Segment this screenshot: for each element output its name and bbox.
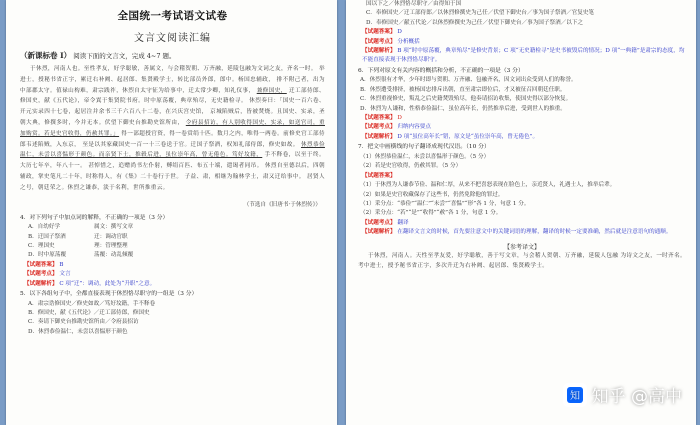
section-header (20, 50, 325, 61)
passage-line: 甚悼惜之，追赠尚书左仆射，赙绢百匹、布五十端，遣谒者同吊。 (88, 163, 263, 170)
classical-passage (20, 64, 325, 194)
passage-line: 迁工部侍郎、修国史，献《五代论》，帝令寘于集贤院书府。时中原荡覆，典章殆尽，无史籍检寻。 (20, 87, 325, 105)
option-text: D．休烈恭俭温仁，未尝以喜愠形于颜色 (28, 328, 128, 335)
option-text: C．奏请下御史台推勘史馆所由／令府县招访 (28, 319, 139, 326)
option-text: B．迁国子祭酒 (28, 233, 66, 240)
question-7 (358, 143, 686, 171)
option-text: 国以下之／休烈恪尽职守／由得知于国 (366, 1, 462, 7)
option-gloss: 属文：撰写文章 (94, 224, 134, 231)
passage-source: （节选自《旧唐书·于休烈传》） (243, 201, 321, 208)
answer-tag: 【试题答案】 (24, 261, 58, 268)
answer-detail: （1）采分点：“恭俭”“温仁”“未尝”“喜愠”“形”各 1 分，句意 1 分。 (360, 200, 530, 207)
option-gloss: 理：管理整理 (94, 242, 128, 249)
point-value: 文言 (59, 271, 71, 278)
question-stem: 4．对下列句子中加点词的解释，不正确的一项是（3 分） (20, 214, 169, 221)
zhihu-watermark (563, 382, 682, 407)
option-text: C．奉修国史／迁工部侍郎／以休烈修撰史为己任／伏望下御史台／事为国子祭酒／官复史笔 (366, 10, 595, 17)
passage-underlined-line: 休烈恭俭温仁，未尝以喜愠形于颜色。而亲贤下士，推毂后进，虽位崇年高，曾无倦色。笃好坟籍， (20, 141, 325, 159)
analysis-line (358, 47, 686, 66)
answer-line (358, 172, 686, 181)
question-6 (358, 67, 686, 114)
analysis-tag: 【试题解析】 (362, 48, 396, 55)
point-value: 分析概括 (397, 38, 420, 45)
passage-line: 手不释卷，以至于终。大历七年卒，年八十一。 (20, 152, 325, 170)
passage-line: 子益、肃，相继为翰林学士，肃又迁给事中。 (184, 173, 305, 180)
option-text: A．自幼好学 (28, 224, 61, 231)
analysis-value: 在翻译文言文的时候，首先要注意文中的关键词语的理解，翻译的时候一定要准确，然后就是注意语句的通顺。 (397, 229, 672, 236)
point-line (358, 219, 686, 228)
option-text: B．修国史，献《五代论》／迁工部侍郎，修国史 (28, 310, 150, 316)
reference-translation-heading: 【参考译文】 (503, 243, 540, 251)
section-instruction: 阅读下面的文言文，完成 4~7 题。 (73, 52, 176, 60)
watermark-text: 知乎 @高中 (591, 387, 682, 407)
translation-line: 于休烈，河南人。天性至孝友爱，好学聪敏，善于写文章，与会稽人贺朝、万齐融，延陵人包融 (368, 252, 619, 259)
option-gloss: 荡覆：动乱倾覆 (94, 252, 134, 259)
translation-line: 为诗文之友，一时齐名。考中进士，授予秘书省正字，多次升迁为右补阙、起居郎、集贤殿学士。 (358, 252, 686, 270)
point-line (20, 270, 325, 279)
passage-underlined-line: 令府县招访，有人别收得国史、实录，如送官司，重加购赏。若是史官收得，仍赦其罪。」 (20, 119, 325, 137)
analysis-tag: 【试题解析】 (362, 229, 396, 236)
option-text: D．时中原荡覆 (28, 252, 67, 259)
analysis-value: C 项“迁”：调动，此处为“升职”之意。 (59, 280, 156, 287)
section-label: （新课标卷 Ⅰ） (20, 51, 72, 60)
passage-line: 休烈自至德以后，四朝辅政，掌史笔凡二十年，时称得人，有《集》二十卷行于世。 (20, 163, 325, 180)
question-stem: 7．把文中画横线的句子翻译成现代汉语。（10 分） (358, 144, 490, 151)
option-row (20, 251, 325, 260)
right-document-page[interactable] (346, 0, 696, 425)
option-text: D．奉修国史／献五代论／以休烈修撰史为己任／伏望下御史台／事为国子祭酒／以下之 (366, 19, 584, 26)
analysis-tag: 【试题解析】 (362, 133, 396, 140)
passage-underlined-line: 兼修国史， (256, 87, 287, 94)
answer-detail: （1）于休烈为人谦恭节俭、温和仁厚，从来不把喜怒表现在脸色上，亲近贤人，礼遇士人，推举后辈。 (360, 182, 616, 189)
passage-line: 京城陷贼后，皆被焚烧。且国史、实录，圣朝大典，修撰多时，今并无本。伏望下御史台推勘史馆所由， (20, 109, 325, 126)
answer-detail: （2）采分点：“若”“是”“收得”“赦”各 1 分，句意 1 分。 (360, 210, 502, 217)
question-stem: 6．下列对原文有关内容的概括和分析，不正确的一项是（3 分） (358, 67, 524, 74)
passage-line: 得一部超授官资，得一卷赏绢十匹。数月之内，唯得一两卷。前修史官工部侍郎韦述陷贼，入东京， (20, 130, 325, 148)
answer-line (20, 261, 325, 270)
exam-title: 全国统一考试语文试卷 (117, 10, 228, 22)
question-5 (20, 290, 325, 337)
point-tag: 【试题考点】 (362, 38, 396, 45)
answer-line (358, 28, 686, 37)
answer-value: B (59, 261, 64, 268)
question-4 (20, 214, 325, 289)
answer-tag: 【试题答案】 (362, 172, 396, 179)
answer-value: D (397, 115, 402, 122)
svg-text:知: 知 (569, 390, 580, 402)
exam-subtitle: 文言文阅读汇编 (134, 33, 211, 44)
passage-line: 休烈奏曰：「国史一百六卷、开元实录四十七卷，起居注并余书三千六百八十二卷，在兴庆宫史馆， (20, 98, 325, 116)
zhihu-logo-icon (563, 383, 587, 407)
answer-detail: （2）如果是史官收藏保存了这些书，仍然免除他的罪过。 (360, 191, 504, 198)
passage-line: 至是以其家藏国史一百一十三卷送于官。迁国子祭酒，权知礼部侍郎，修史如故。 (82, 141, 299, 148)
passage-line: 排不附己者，出为中部郡太守。值禄山构难，肃宗践祚，休烈自太守征为给事中，迁太常少卿，知礼仪事， (20, 76, 325, 94)
analysis-line (20, 280, 325, 289)
analysis-value: D 项“虽位高年长”错，原文是“虽位崇年高，曾无倦色”。 (397, 133, 539, 140)
translation-item: （1）休烈恭俭温仁，未尝以喜愠形于颜色。（5 分） (360, 153, 490, 160)
option-text: C．休烈重视修史，叛乱之后史籍焚毁殆尽，他奏请招访收集，使国史得以部分恢复。 (360, 96, 572, 103)
passage-line: 居贤人之号，朝廷荣之。休烈之谦恭，淡于名利，世所推重云。 (20, 173, 325, 191)
point-tag: 【试题考点】 (362, 124, 396, 131)
option-row (20, 233, 325, 242)
option-text: A．休烈很有才华，少年时即与贺朝、万齐融、包融齐名，因文词出众受到人们的称誉。 (360, 77, 577, 84)
option-text: C．理国史 (28, 242, 55, 249)
point-value: 翻译 (397, 219, 409, 226)
option-text: D．休烈为人谦和，性格恭俭温仁，虽位高年长，仍然推举后进，受到世人的推重。 (360, 105, 566, 112)
reference-translation (358, 251, 686, 273)
point-tag: 【试题考点】 (24, 271, 58, 278)
analysis-line (358, 228, 686, 237)
analysis-value: B 项“时中原荡覆，典章殆尽”是修史背景；C 项“无史籍检寻”是史书被毁后的情况；D 项“一典籍”是肃宗的态度，均不能直接表现于休烈恪尽职守。 (362, 48, 685, 64)
point-line (358, 38, 686, 47)
left-document-page[interactable] (6, 0, 337, 425)
option-gloss: 迁：调动官职 (94, 233, 128, 240)
point-line (358, 123, 686, 132)
point-tag: 【试题考点】 (362, 219, 396, 226)
answer-tag: 【试题答案】 (362, 29, 396, 36)
analysis-line (358, 133, 686, 142)
question-stem: 5．以下各组句子中，全都直接表现于休烈恪尽职守的一组是（3 分） (20, 291, 198, 297)
answer-value: D (397, 29, 402, 36)
option-row (20, 242, 325, 251)
answer-line (358, 114, 686, 123)
answer-tag: 【试题答案】 (362, 115, 396, 122)
option-text: B．休烈遭受排挤，被杨国忠排斥出朝，直至肃宗即位后，才又被征召回朝廷任职。 (360, 86, 566, 93)
translation-item: （2）若是史官收得，仍赦其罪。（5 分） (360, 163, 462, 170)
option-text: A．肃宗诰修国史／修史如故／笃好坟籍，手不释卷 (28, 300, 156, 307)
analysis-tag: 【试题解析】 (24, 280, 58, 287)
passage-line: 举进士，授秘书省正字，累迁右补阙、起居郎、集贤殿学士，转比部员外郎，郎中。杨国忠辅政， (20, 66, 325, 83)
passage-line: 于休烈，河南人也。至性孝友，好学聪敏，善属文，与会稽贺朝、万齐融，延陵包融为文词之友，齐名一时。 (30, 66, 317, 72)
option-row (20, 223, 325, 232)
point-value: 归纳内容要点 (397, 124, 431, 131)
